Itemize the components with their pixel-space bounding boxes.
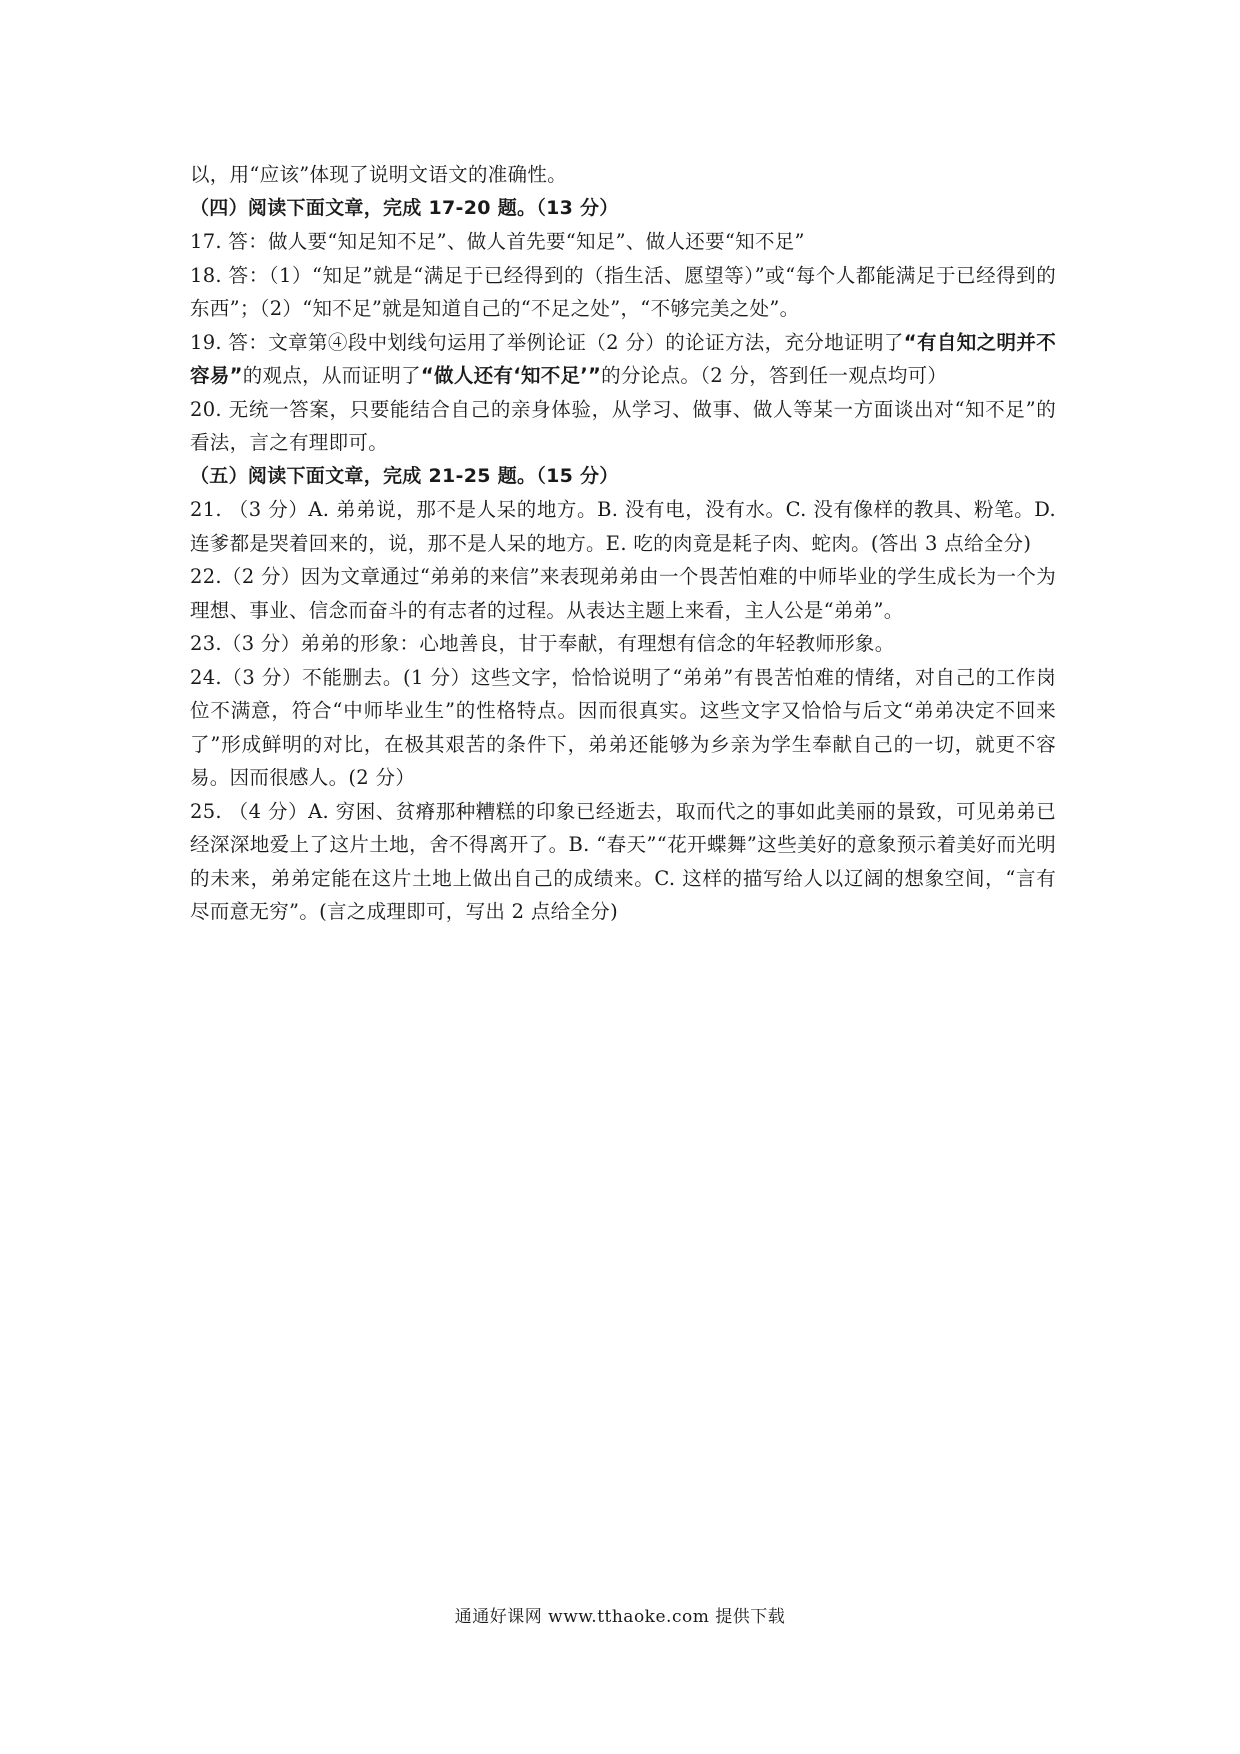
- answer-25: 25. （4 分）A. 穷困、贫瘠那种糟糕的印象已经逝去，取而代之的事如此美丽的景致，可见弟弟已经深深地爱上了这片土地，舍不得离开了。B. “春天”“花开蝶舞”这些美好的意象预示着美好而光明的未来，弟弟定能在这片土地上做出自己的成绩来。C. 这样的描写给人以辽阔的想象空间，“言有尽而意无穷”。(言之成理即可，写出 2 点给全分): [190, 799, 1056, 923]
- answer-19-bold-1: “有自知之明并不容易”: [190, 330, 1057, 387]
- answer-19-text-1: 19. 答：文章第④段中划线句运用了举例论证（2 分）的论证方法，充分地证明了: [190, 330, 904, 354]
- answer-17: 17. 答：做人要“知足知不足”、做人首先要“知足”、做人还要“知不足”: [190, 230, 805, 253]
- answer-22: 22.（2 分）因为文章通过“弟弟的来信”来表现弟弟由一个畏苦怕难的中师毕业的学生成长为一个为理想、事业、信念而奋斗的有志者的过程。从表达主题上来看，主人公是“弟弟”。: [190, 565, 1056, 622]
- answer-20: 20. 无统一答案，只要能结合自己的亲身体验，从学习、做事、做人等某一方面谈出对“知不足”的看法，言之有理即可。: [190, 397, 1056, 454]
- answer-19-bold-2: “做人还有‘知不足’”: [420, 364, 602, 387]
- answer-19-text-3: 的分论点。（2 分，答到任一观点均可）: [601, 364, 948, 387]
- answer-19-text-2: 的观点，从而证明了: [242, 364, 421, 387]
- section-heading-5: （五）阅读下面文章，完成 21-25 题。（15 分）: [190, 464, 619, 487]
- answer-key-body: [190, 158, 1056, 929]
- answer-24: 24.（3 分）不能删去。(1 分）这些文字，恰恰说明了“弟弟”有畏苦怕难的情绪，对自己的工作岗位不满意，符合“中师毕业生”的性格特点。因而很真实。这些文字又恰恰与后文“弟弟决定不回来了”形成鲜明的对比，在极其艰苦的条件下，弟弟还能够为乡亲为学生奉献自己的一切，就更不容易。因而很感人。(2 分）: [190, 665, 1056, 789]
- answer-18: 18. 答：（1）“知足”就是“满足于已经得到的（指生活、愿望等）”或“每个人都能满足于已经得到的东西”；（2）“知不足”就是知道自己的“不足之处”，“不够完美之处”。: [190, 263, 1056, 320]
- answer-23: 23.（3 分）弟弟的形象：心地善良，甘于奉献，有理想有信念的年轻教师形象。: [190, 632, 895, 655]
- answer-19: [190, 326, 1056, 393]
- continuation-line: 以，用“应该”体现了说明文语文的准确性。: [190, 163, 567, 186]
- page-footer: 通通好课网 www.tthaoke.com 提供下载: [454, 1607, 786, 1627]
- section-heading-4: （四）阅读下面文章，完成 17-20 题。（13 分）: [190, 196, 619, 219]
- answer-21: 21. （3 分）A. 弟弟说，那不是人呆的地方。B. 没有电，没有水。C. 没有像样的教具、粉笔。D. 连爹都是哭着回来的，说，那不是人呆的地方。E. 吃的肉竟是耗子肉、蛇肉。(答出 3 点给全分): [190, 498, 1056, 555]
